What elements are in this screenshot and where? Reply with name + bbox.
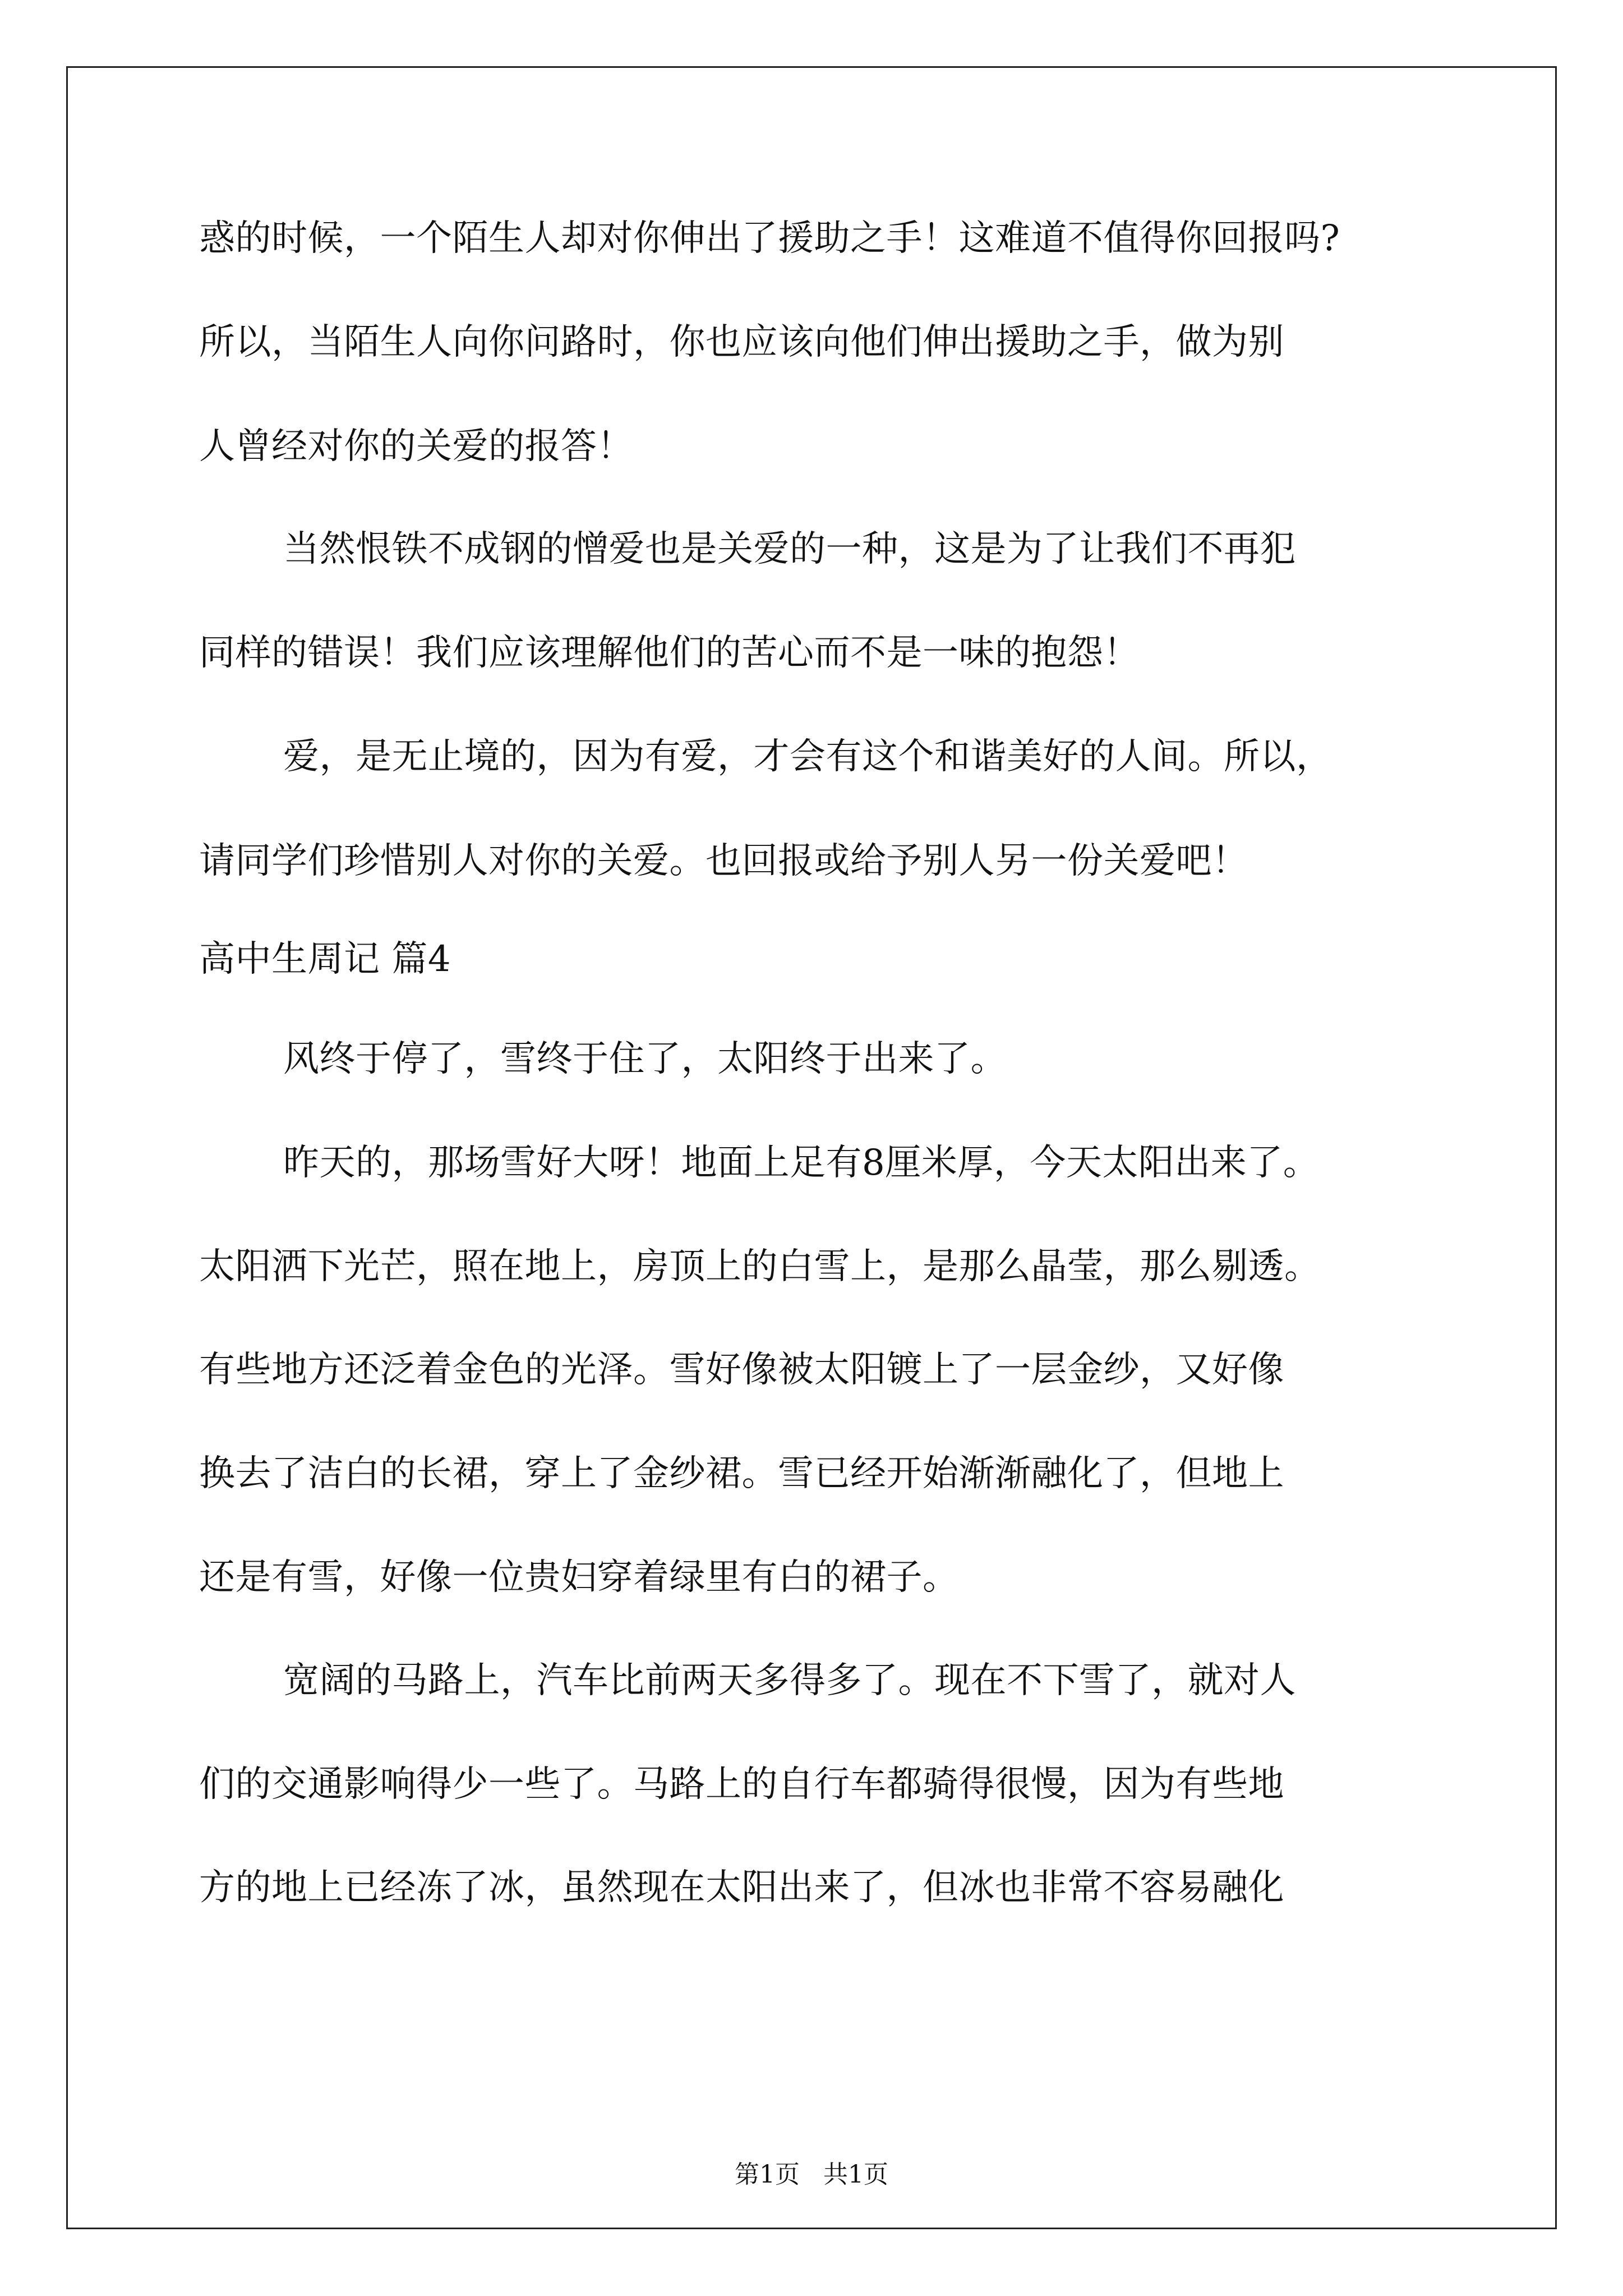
- text-line-14: 还是有雪，好像一位贵妇穿着绿里有白的裙子。: [199, 1557, 959, 1598]
- text-line-16: 们的交通影响得少一些了。马路上的自行车都骑得很慢，因为有些地: [199, 1764, 1284, 1805]
- text-line-13: 换去了洁白的长裙，穿上了金纱裙。雪已经开始渐渐融化了，但地上: [199, 1453, 1284, 1494]
- page-footer: 第1页 共1页: [735, 2160, 888, 2189]
- text-line-17: 方的地上已经冻了冰，虽然现在太阳出来了，但冰也非常不容易融化: [199, 1867, 1284, 1908]
- text-line-7: 请同学们珍惜别人对你的关爱。也回报或给予别人另一份关爱吧！: [199, 840, 1248, 882]
- text-line-5: 同样的错误！我们应该理解他们的苦心而不是一味的抱怨！: [199, 632, 1140, 674]
- text-line-15: 宽阔的马路上，汽车比前两天多得多了。现在不下雪了，就对人: [283, 1660, 1296, 1701]
- text-line-2: 所以，当陌生人向你问路时，你也应该向他们伸出援助之手，做为别: [199, 321, 1284, 363]
- text-line-1: 惑的时候，一个陌生人却对你伸出了援助之手！这难道不值得你回报吗?: [199, 218, 1340, 259]
- text-line-3: 人曾经对你的关爱的报答！: [199, 426, 633, 467]
- text-line-4: 当然恨铁不成钢的憎爱也是关爱的一种，这是为了让我们不再犯: [283, 528, 1296, 570]
- text-line-6: 爱，是无止境的，因为有爱，才会有这个和谐美好的人间。所以，: [283, 736, 1332, 777]
- text-line-10: 昨天的，那场雪好大呀！地面上足有8厘米厚，今天太阳出来了。: [283, 1142, 1320, 1184]
- text-line-11: 太阳洒下光芒，照在地上，房顶上的白雪上，是那么晶莹，那么剔透。: [199, 1246, 1321, 1287]
- section-heading: 高中生周记 篇4: [199, 938, 451, 980]
- text-line-12: 有些地方还泛着金色的光泽。雪好像被太阳镀上了一层金纱，又好像: [199, 1349, 1284, 1391]
- text-line-9: 风终于停了，雪终于住了，太阳终于出来了。: [283, 1038, 1007, 1080]
